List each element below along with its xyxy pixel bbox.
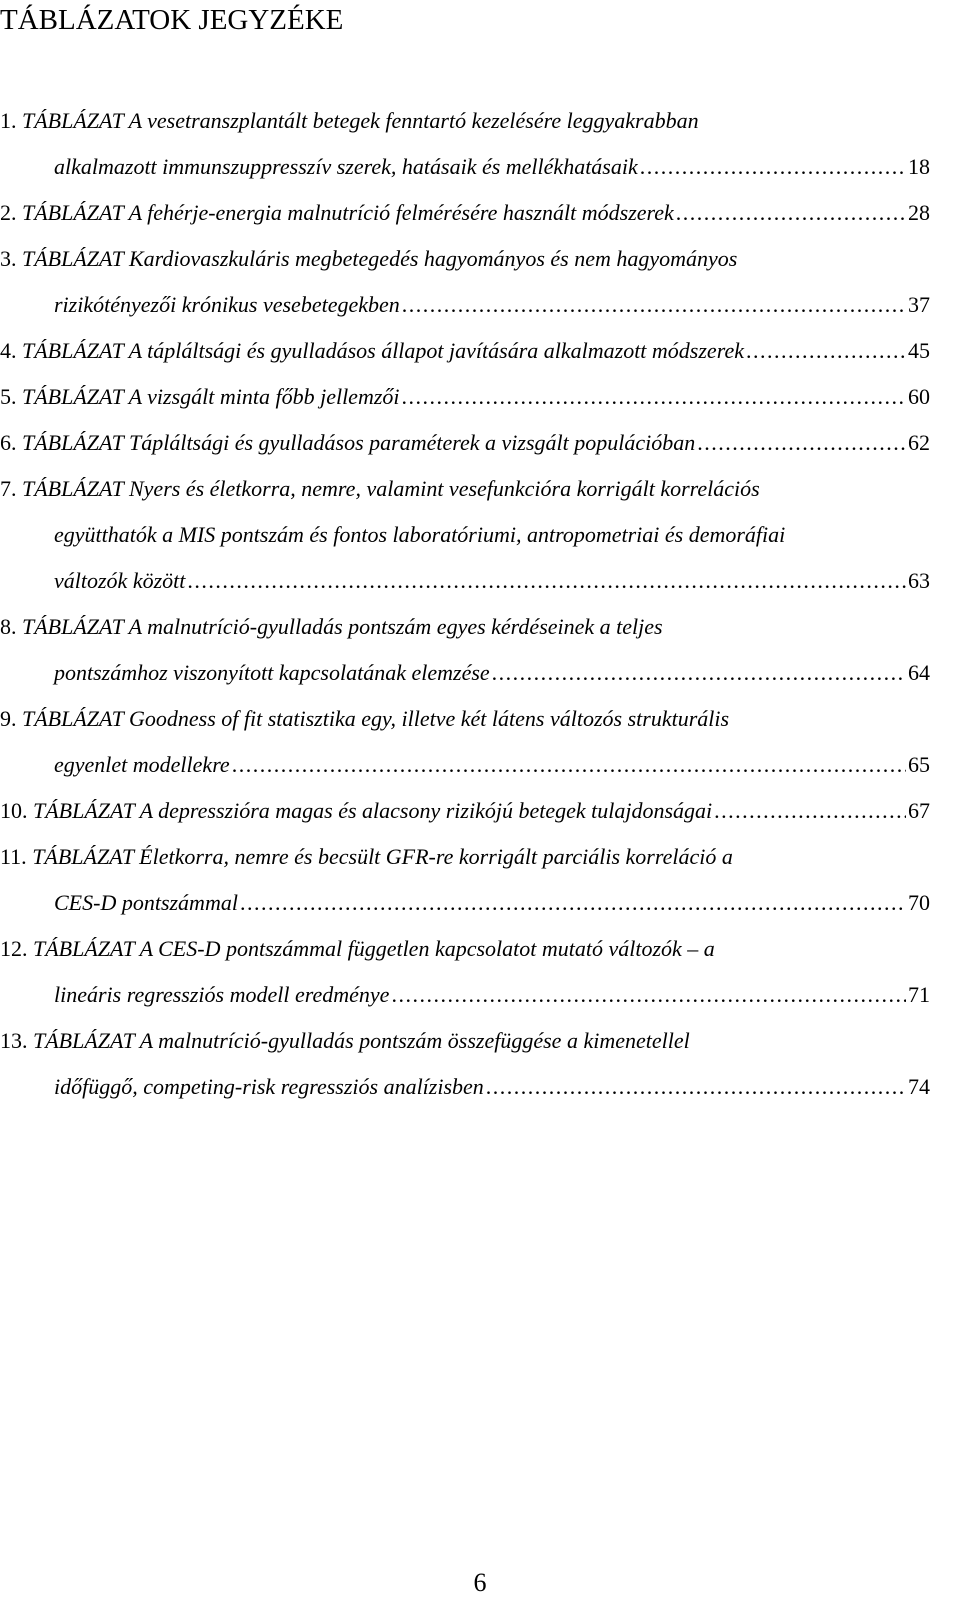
toc-entry bbox=[0, 98, 930, 190]
dot-leader bbox=[402, 374, 906, 420]
table-number: 5. bbox=[0, 384, 17, 409]
table-caption-text: Kardiovaszkuláris megbetegedés hagyományos és nem hagyományos bbox=[128, 246, 738, 271]
table-caption-text: CES-D pontszámmal bbox=[54, 890, 238, 915]
toc-entry-line bbox=[0, 742, 930, 788]
dot-leader bbox=[402, 282, 906, 328]
dot-leader bbox=[240, 880, 906, 926]
toc-page-number: 67 bbox=[908, 798, 930, 823]
dot-leader bbox=[746, 328, 906, 374]
toc-entry-line bbox=[0, 1018, 930, 1064]
table-caption-text: pontszámhoz viszonyított kapcsolatának elemzése bbox=[54, 660, 490, 685]
toc-page-number: 64 bbox=[908, 660, 930, 685]
table-caption-text: rizikótényezői krónikus vesebetegekben bbox=[54, 292, 400, 317]
table-label: TÁBLÁZAT bbox=[22, 614, 124, 639]
toc-entry-line bbox=[0, 236, 930, 282]
table-number: 8. bbox=[0, 614, 17, 639]
table-number: 10. bbox=[0, 798, 28, 823]
table-label: TÁBLÁZAT bbox=[33, 798, 135, 823]
toc-page-number: 45 bbox=[908, 338, 930, 363]
page-title: TÁBLÁZATOK JEGYZÉKE bbox=[0, 4, 344, 36]
table-caption-text: A fehérje-energia malnutríció felmérésére használt módszerek bbox=[128, 200, 674, 225]
table-label: TÁBLÁZAT bbox=[22, 384, 124, 409]
table-caption-text: Tápláltsági és gyulladásos paraméterek a vizsgált populációban bbox=[128, 430, 696, 455]
table-label: TÁBLÁZAT bbox=[22, 706, 124, 731]
toc-entry-line bbox=[0, 190, 930, 236]
table-label: TÁBLÁZAT bbox=[22, 200, 124, 225]
toc-entry bbox=[0, 926, 930, 1018]
toc-entry-line bbox=[0, 558, 930, 604]
table-caption-text: Életkorra, nemre és becsült GFR-re korrigált parciális korreláció a bbox=[139, 844, 733, 869]
table-caption-text: A tápláltsági és gyulladásos állapot javítására alkalmazott módszerek bbox=[128, 338, 744, 363]
table-of-tables-list bbox=[0, 98, 930, 1110]
toc-page-number: 28 bbox=[908, 200, 930, 225]
table-caption-text: egyenlet modellekre bbox=[54, 752, 230, 777]
table-caption-text: A malnutríció-gyulladás pontszám egyes kérdéseinek a teljes bbox=[128, 614, 663, 639]
toc-entry bbox=[0, 328, 930, 374]
table-number: 13. bbox=[0, 1028, 28, 1053]
table-number: 3. bbox=[0, 246, 17, 271]
toc-entry bbox=[0, 696, 930, 788]
toc-entry bbox=[0, 190, 930, 236]
dot-leader bbox=[714, 788, 906, 834]
toc-entry bbox=[0, 374, 930, 420]
toc-entry bbox=[0, 604, 930, 696]
dot-leader bbox=[697, 420, 906, 466]
toc-entry-line bbox=[0, 328, 930, 374]
dot-leader bbox=[676, 190, 906, 236]
toc-entry-line bbox=[0, 834, 930, 880]
toc-entry-line bbox=[0, 374, 930, 420]
toc-entry-line bbox=[0, 650, 930, 696]
table-number: 12. bbox=[0, 936, 28, 961]
toc-entry bbox=[0, 834, 930, 926]
toc-entry bbox=[0, 466, 930, 604]
dot-leader bbox=[391, 972, 906, 1018]
toc-entry-line bbox=[0, 282, 930, 328]
table-caption-text: A vizsgált minta főbb jellemzői bbox=[128, 384, 400, 409]
toc-page-number: 74 bbox=[908, 1074, 930, 1099]
toc-entry-line bbox=[0, 420, 930, 466]
table-label: TÁBLÁZAT bbox=[22, 476, 124, 501]
toc-page-number: 60 bbox=[908, 384, 930, 409]
toc-entry-line bbox=[0, 880, 930, 926]
page-number: 6 bbox=[473, 1568, 487, 1597]
table-label: TÁBLÁZAT bbox=[22, 338, 124, 363]
toc-entry bbox=[0, 1018, 930, 1110]
toc-entry-line bbox=[0, 604, 930, 650]
toc-entry-line bbox=[0, 926, 930, 972]
table-number: 1. bbox=[0, 108, 17, 133]
dot-leader bbox=[187, 558, 906, 604]
table-caption-text: A malnutríció-gyulladás pontszám összefüggése a kimenetellel bbox=[139, 1028, 690, 1053]
table-number: 6. bbox=[0, 430, 17, 455]
toc-entry-line bbox=[0, 466, 930, 512]
toc-page-number: 62 bbox=[908, 430, 930, 455]
table-label: TÁBLÁZAT bbox=[22, 246, 124, 271]
toc-entry-line bbox=[0, 98, 930, 144]
table-number: 4. bbox=[0, 338, 17, 363]
table-number: 2. bbox=[0, 200, 17, 225]
toc-page-number: 71 bbox=[908, 982, 930, 1007]
toc-entry bbox=[0, 420, 930, 466]
table-caption-text: A CES-D pontszámmal független kapcsolatot mutató változók – a bbox=[139, 936, 715, 961]
toc-entry-line bbox=[0, 512, 930, 558]
toc-entry-line bbox=[0, 1064, 930, 1110]
dot-leader bbox=[492, 650, 906, 696]
toc-entry-line bbox=[0, 788, 930, 834]
toc-page-number: 63 bbox=[908, 568, 930, 593]
dot-leader bbox=[232, 742, 906, 788]
table-caption-text: időfüggő, competing-risk regressziós analízisben bbox=[54, 1074, 484, 1099]
toc-page-number: 70 bbox=[908, 890, 930, 915]
toc-page-number: 37 bbox=[908, 292, 930, 317]
toc-entry bbox=[0, 236, 930, 328]
table-number: 11. bbox=[0, 844, 27, 869]
table-label: TÁBLÁZAT bbox=[32, 844, 134, 869]
table-caption-text: alkalmazott immunszuppresszív szerek, hatásaik és mellékhatásaik bbox=[54, 154, 638, 179]
table-caption-text: változók között bbox=[54, 568, 186, 593]
table-label: TÁBLÁZAT bbox=[22, 108, 124, 133]
table-number: 7. bbox=[0, 476, 17, 501]
toc-page-number: 65 bbox=[908, 752, 930, 777]
table-label: TÁBLÁZAT bbox=[33, 936, 135, 961]
toc-entry-line bbox=[0, 696, 930, 742]
toc-entry-line bbox=[0, 144, 930, 190]
table-caption-text: Goodness of fit statisztika egy, illetve két látens változós strukturális bbox=[128, 706, 730, 731]
dot-leader bbox=[640, 144, 906, 190]
toc-entry-line bbox=[0, 972, 930, 1018]
table-caption-text: együtthatók a MIS pontszám és fontos laboratóriumi, antropometriai és demoráfiai bbox=[54, 522, 786, 547]
table-label: TÁBLÁZAT bbox=[22, 430, 124, 455]
table-caption-text: A depresszióra magas és alacsony rizikójú betegek tulajdonságai bbox=[139, 798, 713, 823]
toc-page-number: 18 bbox=[908, 154, 930, 179]
table-caption-text: lineáris regressziós modell eredménye bbox=[54, 982, 390, 1007]
toc-entry bbox=[0, 788, 930, 834]
table-caption-text: Nyers és életkorra, nemre, valamint vesefunkcióra korrigált korrelációs bbox=[128, 476, 760, 501]
dot-leader bbox=[486, 1064, 906, 1110]
table-label: TÁBLÁZAT bbox=[33, 1028, 135, 1053]
table-caption-text: A vesetranszplantált betegek fenntartó kezelésére leggyakrabban bbox=[128, 108, 699, 133]
table-number: 9. bbox=[0, 706, 17, 731]
